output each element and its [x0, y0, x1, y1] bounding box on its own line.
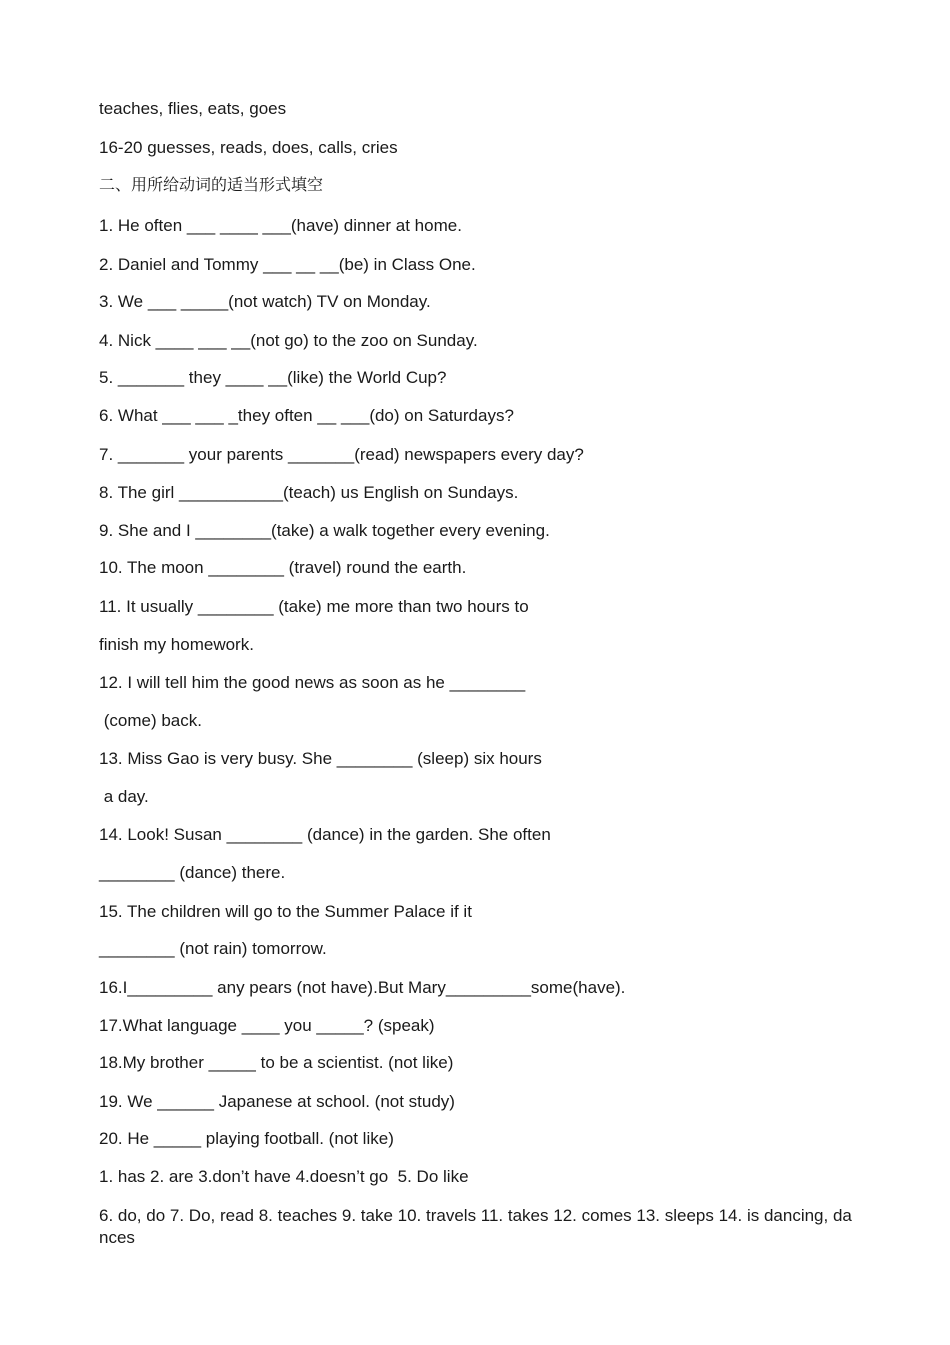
question-6: 6. What ___ ___ _they often __ ___(do) on Saturdays? [99, 406, 514, 425]
question-13-continued: a day. [99, 787, 149, 806]
question-20: 20. He _____ playing football. (not like) [99, 1129, 394, 1148]
question-19: 19. We ______ Japanese at school. (not study) [99, 1092, 455, 1111]
question-8: 8. The girl ___________(teach) us English on Sundays. [99, 483, 519, 502]
question-2: 2. Daniel and Tommy ___ __ __(be) in Class One. [99, 255, 476, 274]
question-5: 5. _______ they ____ __(like) the World Cup? [99, 368, 447, 387]
question-15: 15. The children will go to the Summer Palace if it [99, 902, 472, 921]
answer-line-continued: teaches, flies, eats, goes [99, 99, 287, 118]
question-12-continued: (come) back. [99, 711, 202, 730]
question-10: 10. The moon ________ (travel) round the earth. [99, 558, 467, 577]
question-14-continued: ________ (dance) there. [99, 863, 286, 882]
section-heading: 二、用所给动词的适当形式填空 [99, 175, 324, 194]
answer-line-6-14: 6. do, do 7. Do, read 8. teaches 9. take 10. travels 11. takes 12. comes 13. sleeps 14. is dancing, dances [99, 1206, 852, 1247]
question-11-continued: finish my homework. [99, 635, 254, 654]
answer-line-16-20: 16-20 guesses, reads, does, calls, cries [99, 138, 398, 157]
question-15-continued: ________ (not rain) tomorrow. [99, 939, 327, 958]
question-3: 3. We ___ _____(not watch) TV on Monday. [99, 292, 431, 311]
question-14: 14. Look! Susan ________ (dance) in the garden. She often [99, 825, 551, 844]
question-16: 16.I_________ any pears (not have).But Mary_________some(have). [99, 978, 626, 997]
question-1: 1. He often ___ ____ ___(have) dinner at home. [99, 216, 462, 235]
question-11: 11. It usually ________ (take) me more than two hours to [99, 597, 529, 616]
question-17: 17.What language ____ you _____? (speak) [99, 1016, 435, 1035]
question-12: 12. I will tell him the good news as soon as he ________ [99, 673, 526, 692]
question-13: 13. Miss Gao is very busy. She ________ (sleep) six hours [99, 749, 542, 768]
question-7: 7. _______ your parents _______(read) newspapers every day? [99, 445, 584, 464]
answer-line-1-5: 1. has 2. are 3.don’t have 4.doesn’t go 5. Do like [99, 1167, 469, 1186]
question-9: 9. She and I ________(take) a walk together every evening. [99, 521, 550, 540]
question-4: 4. Nick ____ ___ __(not go) to the zoo on Sunday. [99, 331, 478, 350]
question-18: 18.My brother _____ to be a scientist. (not like) [99, 1053, 454, 1072]
